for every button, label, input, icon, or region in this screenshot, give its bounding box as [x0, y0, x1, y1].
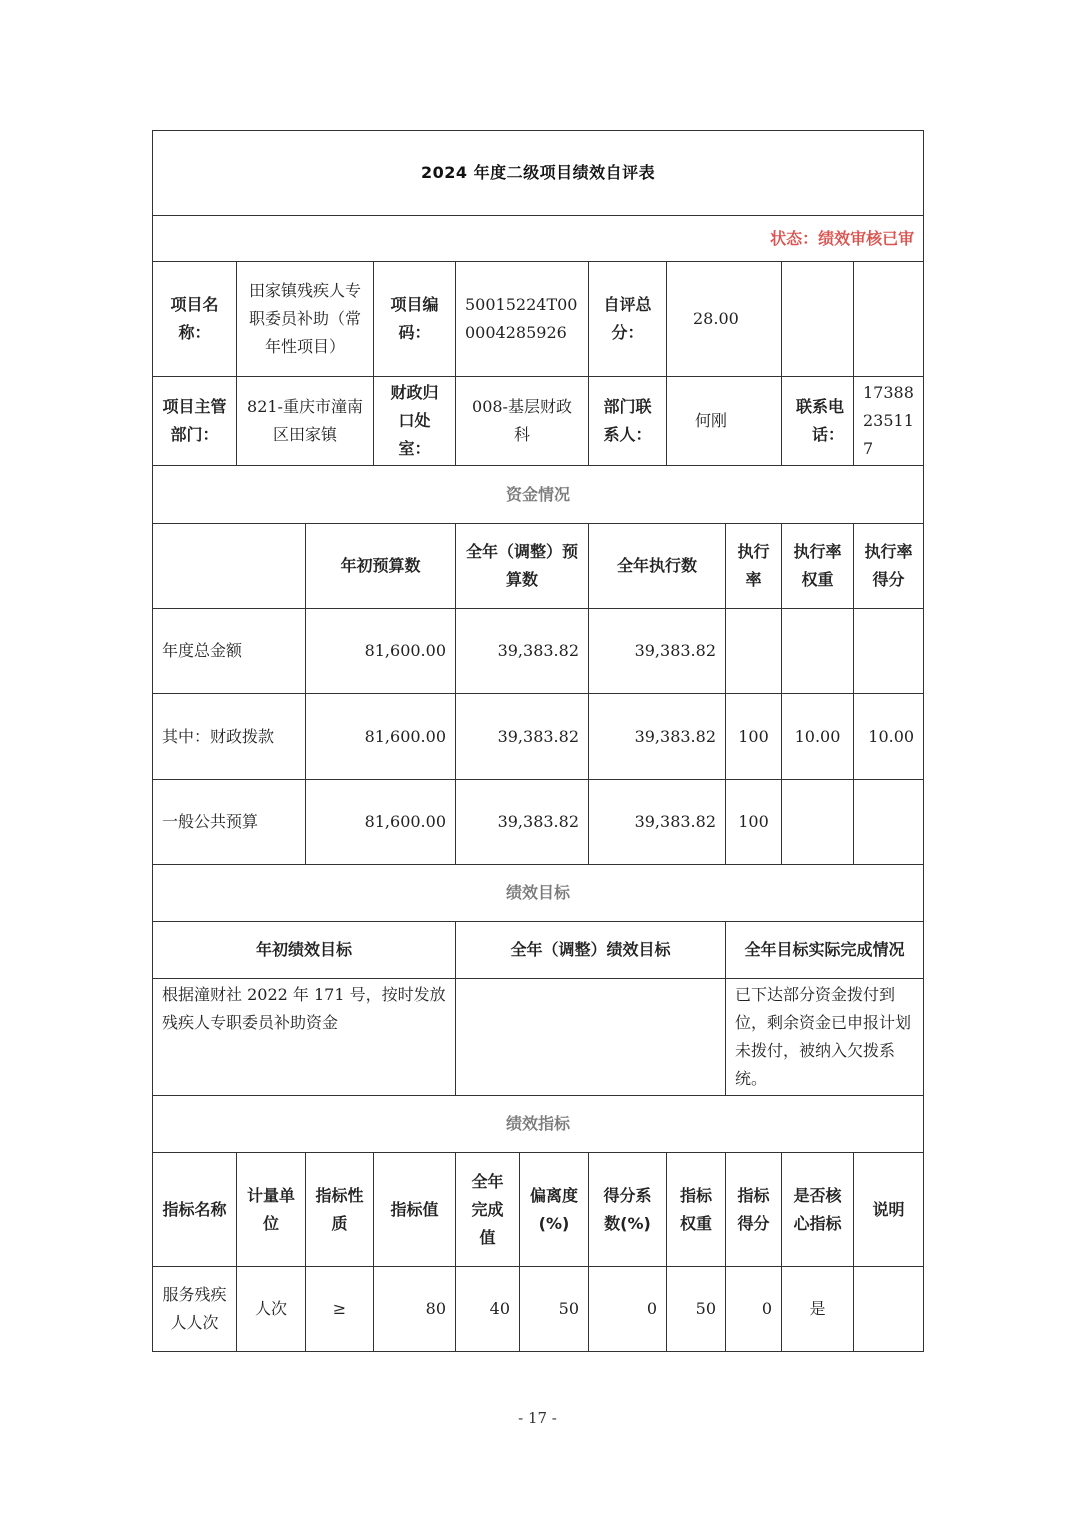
ind-nature: ≥ [306, 1267, 374, 1352]
table-row [153, 1267, 924, 1352]
funds-row-adjusted: 39,383.82 [456, 694, 589, 780]
phone-label: 联系电话： [782, 377, 854, 466]
funds-row-name: 一般公共预算 [153, 780, 306, 865]
ind-header-nature: 指标性质 [306, 1153, 374, 1267]
funds-row-weight [782, 780, 854, 865]
goals-header-completion: 全年目标实际完成情况 [726, 922, 924, 979]
funds-row-score [854, 780, 924, 865]
project-name-label: 项目名称： [153, 262, 237, 377]
ind-header-actual: 全年完成值 [456, 1153, 520, 1267]
funds-row-rate [726, 609, 782, 694]
dept-value: 821-重庆市潼南区田家镇 [237, 377, 374, 466]
funds-row-rate: 100 [726, 694, 782, 780]
funds-row-score: 10.00 [854, 694, 924, 780]
funds-header-rate: 执行率 [726, 524, 782, 609]
funds-row-executed: 39,383.82 [589, 694, 726, 780]
ind-header-name: 指标名称 [153, 1153, 237, 1267]
funds-section-title: 资金情况 [153, 466, 924, 524]
ind-header-core: 是否核心指标 [782, 1153, 854, 1267]
funds-row-rate: 100 [726, 780, 782, 865]
project-code-label: 项目编码： [374, 262, 456, 377]
table-row [153, 609, 924, 694]
ind-actual: 40 [456, 1267, 520, 1352]
funds-row-initial: 81,600.00 [306, 780, 456, 865]
funds-row-adjusted: 39,383.82 [456, 780, 589, 865]
goals-adjusted-text [456, 979, 726, 1096]
finance-office-label: 财政归口处室： [374, 377, 456, 466]
ind-name: 服务残疾人人次 [153, 1267, 237, 1352]
goals-header-initial: 年初绩效目标 [153, 922, 456, 979]
funds-row-weight [782, 609, 854, 694]
ind-weight: 50 [667, 1267, 726, 1352]
empty-cell [782, 262, 854, 377]
table-row [153, 694, 924, 780]
self-score-label: 自评总分： [589, 262, 667, 377]
empty-cell [854, 262, 924, 377]
ind-score: 0 [726, 1267, 782, 1352]
ind-header-note: 说明 [854, 1153, 924, 1267]
status-text: 状态：绩效审核已审 [153, 216, 924, 262]
funds-row-initial: 81,600.00 [306, 694, 456, 780]
ind-header-unit: 计量单位 [237, 1153, 306, 1267]
project-code-value: 50015224T000004285926 [456, 262, 589, 377]
form-title: 2024 年度二级项目绩效自评表 [153, 131, 924, 216]
ind-header-weight: 指标权重 [667, 1153, 726, 1267]
funds-header-weight: 执行率权重 [782, 524, 854, 609]
funds-row-initial: 81,600.00 [306, 609, 456, 694]
ind-header-value: 指标值 [374, 1153, 456, 1267]
funds-header-score: 执行率得分 [854, 524, 924, 609]
table-row [153, 780, 924, 865]
goals-section-title: 绩效目标 [153, 865, 924, 922]
phone-value: 17388235117 [854, 377, 924, 466]
indicators-section-title: 绩效指标 [153, 1096, 924, 1153]
ind-header-deviation: 偏离度(%) [520, 1153, 589, 1267]
goals-header-adjusted: 全年（调整）绩效目标 [456, 922, 726, 979]
evaluation-form [152, 130, 924, 1352]
funds-row-name: 年度总金额 [153, 609, 306, 694]
page-number: - 17 - [518, 1409, 557, 1427]
ind-value: 80 [374, 1267, 456, 1352]
contact-value: 何刚 [667, 377, 782, 466]
funds-header-initial: 年初预算数 [306, 524, 456, 609]
project-name-value: 田家镇残疾人专职委员补助（常年性项目） [237, 262, 374, 377]
funds-row-score [854, 609, 924, 694]
funds-row-name: 其中：财政拨款 [153, 694, 306, 780]
ind-header-score: 指标得分 [726, 1153, 782, 1267]
ind-unit: 人次 [237, 1267, 306, 1352]
contact-label: 部门联系人： [589, 377, 667, 466]
funds-header-blank [153, 524, 306, 609]
ind-coefficient: 0 [589, 1267, 667, 1352]
funds-header-adjusted: 全年（调整）预算数 [456, 524, 589, 609]
ind-core: 是 [782, 1267, 854, 1352]
ind-deviation: 50 [520, 1267, 589, 1352]
ind-note [854, 1267, 924, 1352]
funds-row-adjusted: 39,383.82 [456, 609, 589, 694]
funds-row-executed: 39,383.82 [589, 609, 726, 694]
funds-row-executed: 39,383.82 [589, 780, 726, 865]
ind-header-coefficient: 得分系数(%) [589, 1153, 667, 1267]
self-score-value: 28.00 [667, 262, 782, 377]
finance-office-value: 008-基层财政科 [456, 377, 589, 466]
funds-header-executed: 全年执行数 [589, 524, 726, 609]
goals-initial-text: 根据潼财社 2022 年 171 号，按时发放残疾人专职委员补助资金 [153, 979, 456, 1096]
dept-label: 项目主管部门： [153, 377, 237, 466]
goals-completion-text: 已下达部分资金拨付到位，剩余资金已申报计划未拨付，被纳入欠拨系统。 [726, 979, 924, 1096]
funds-row-weight: 10.00 [782, 694, 854, 780]
